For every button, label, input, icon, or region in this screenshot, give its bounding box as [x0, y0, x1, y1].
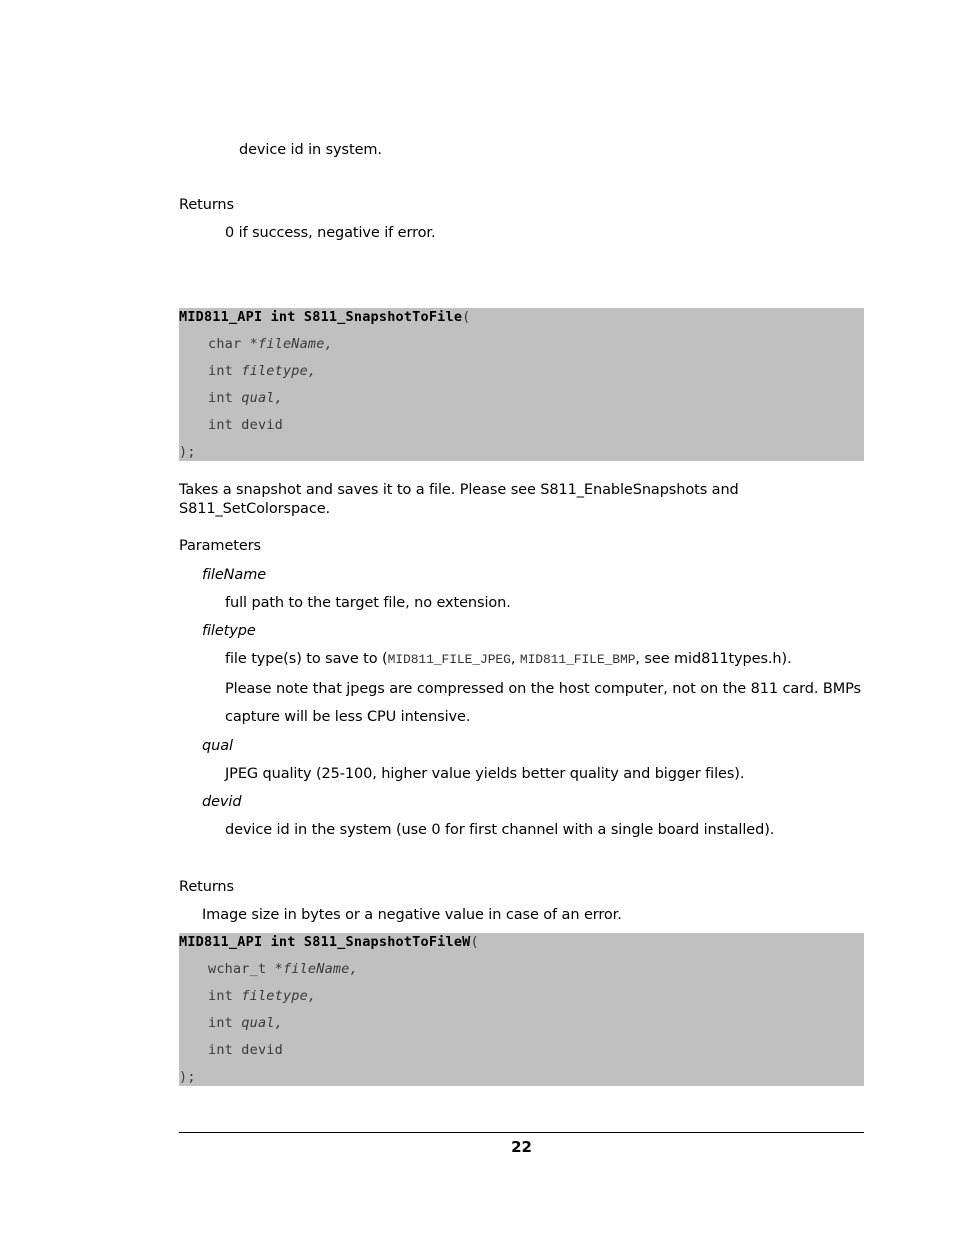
param-type: int: [208, 988, 242, 1004]
page-number: 22: [511, 1138, 532, 1156]
code-line-param: [179, 960, 358, 978]
function-name: S811_SnapshotToFileW: [303, 934, 471, 950]
code-line-param: [179, 987, 316, 1005]
code-prefix: MID811_API int: [179, 934, 304, 950]
param-filetype-desc: [225, 650, 792, 669]
param-type: int: [208, 390, 242, 406]
code-line-param: [179, 1014, 283, 1032]
returns-heading-2: Returns: [179, 879, 234, 895]
returns-text: 0 if success, negative if error.: [225, 225, 436, 241]
device-id-line: device id in system.: [239, 142, 382, 158]
param-type: char *: [208, 336, 258, 352]
description-line-1: Takes a snapshot and saves it to a file. Please see S811_EnableSnapshots and: [179, 482, 739, 498]
code-line-param: [179, 416, 283, 434]
filetype-code-jpeg: MID811_FILE_JPEG: [387, 652, 511, 667]
code-block-snapshot-to-file: [179, 308, 864, 461]
open-paren: (: [470, 934, 479, 950]
code-line-close: );: [179, 1069, 196, 1085]
param-type: int: [208, 363, 242, 379]
code-prefix: MID811_API int: [179, 309, 304, 325]
param-filetype-note-2: capture will be less CPU intensive.: [225, 709, 471, 725]
param-filename-label: fileName: [202, 567, 267, 583]
code-line-signature: [179, 933, 479, 951]
filetype-desc-end: , see mid811types.h).: [635, 651, 792, 667]
param-name: filetype,: [241, 988, 317, 1004]
filetype-separator: ,: [510, 651, 520, 667]
param-qual-desc: JPEG quality (25-100, higher value yields better quality and bigger files).: [225, 766, 745, 782]
code-line-param: [179, 389, 283, 407]
footer-rule: [179, 1132, 864, 1133]
description-line-2: S811_SetColorspace.: [179, 501, 331, 517]
param-devid-desc: device id in the system (use 0 for first channel with a single board installed).: [225, 822, 775, 838]
param-name: qual,: [241, 1015, 283, 1031]
param-name: filetype,: [241, 363, 317, 379]
filetype-desc-start: file type(s) to save to (: [225, 651, 388, 667]
returns-text-2: Image size in bytes or a negative value in case of an error.: [202, 907, 622, 923]
param-name: fileName,: [282, 961, 358, 977]
code-line-close: );: [179, 444, 196, 460]
code-line-signature: [179, 308, 470, 326]
param-name: qual,: [241, 390, 283, 406]
param-type: wchar_t *: [208, 961, 283, 977]
code-line-param: [179, 335, 333, 353]
code-line-param: [179, 1041, 283, 1059]
param-filename-desc: full path to the target file, no extension.: [225, 595, 511, 611]
param-qual-label: qual: [202, 738, 233, 754]
param-type: int: [208, 1015, 242, 1031]
filetype-code-bmp: MID811_FILE_BMP: [519, 652, 636, 667]
returns-heading: Returns: [179, 197, 234, 213]
code-line-param: [179, 362, 316, 380]
param-name: fileName,: [257, 336, 333, 352]
param-devid: int devid: [208, 417, 283, 433]
param-filetype-note-1: Please note that jpegs are compressed on the host computer, not on the 811 card. BMPs: [225, 681, 861, 697]
param-devid-label: devid: [202, 794, 242, 810]
param-filetype-label: filetype: [202, 623, 256, 639]
code-block-snapshot-to-file-w: [179, 933, 864, 1086]
open-paren: (: [462, 309, 471, 325]
param-devid: int devid: [208, 1042, 283, 1058]
parameters-heading: Parameters: [179, 538, 261, 554]
function-name: S811_SnapshotToFile: [303, 309, 463, 325]
